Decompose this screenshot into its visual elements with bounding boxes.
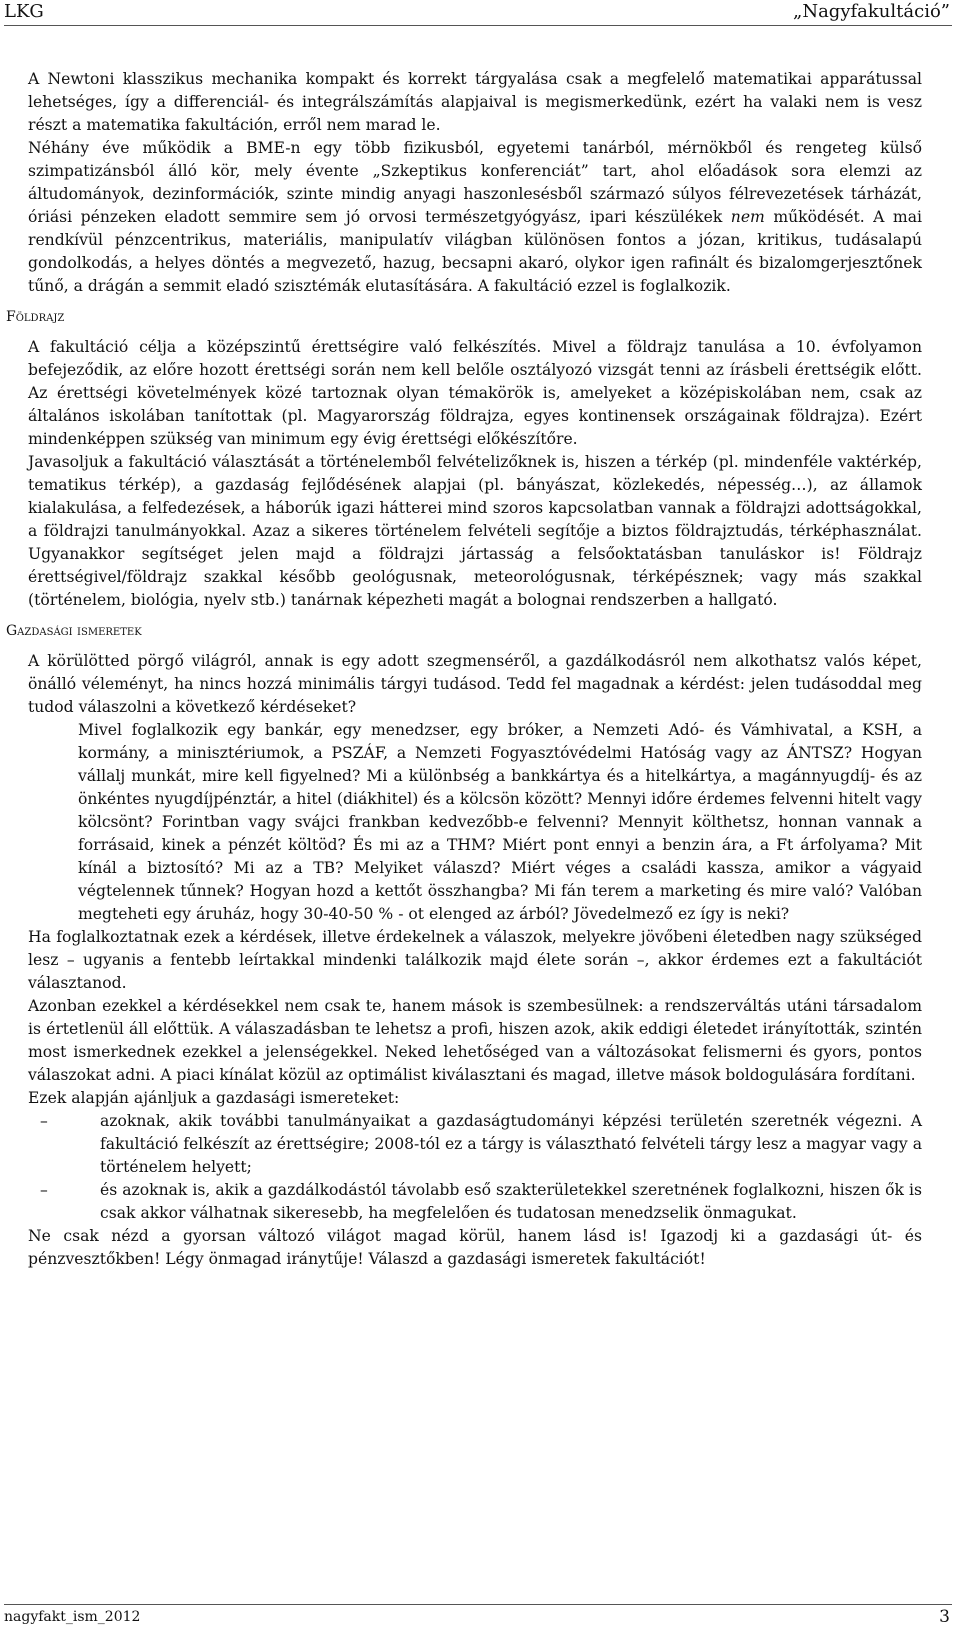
foldrajz-paragraph-1: A fakultáció célja a középszintű érettségire való felkészítés. Mivel a földrajz tanulása a 10. évfolyamon befejeződik, az előre hozott érettségi során nem kell belőle osztályozó vizsgát tenni az írásbeli érettségik előtt. Az érettségi követelmények közé tartoznak olyan témakörök is, amelyeket a középiskolában nem, csak az általános iskolában tanítottak (pl. Magyarország földrajza, egyes kontinensek országainak földrajza). Ezért mindenképpen szükség van minimum egy évig érettségi előkészítőre. — [28, 338, 922, 448]
page-number: 3 — [939, 1607, 950, 1627]
intro-paragraph-1: A Newtoni klasszikus mechanika kompakt és korrekt tárgyalása csak a megfelelő matematikai apparátussal lehetséges, így a differenciál- és integrálszámítás alapjaival is megismerkedünk, ezért ha valaki nem is vesz részt a matematika fakultáción, erről nem marad le. — [28, 70, 922, 134]
document-body — [6, 68, 922, 1271]
section-heading-gazdasagi: Gazdasági ismeretek — [6, 623, 142, 639]
list-item — [28, 1179, 922, 1225]
gazdasagi-questions: Mivel foglalkozik egy bankár, egy menedzser, egy bróker, a Nemzeti Adó- és Vámhivatal, a KSH, a kormány, a minisztériumok, a PSZÁF, a Nemzeti Fogyasztóvédelmi Hatóság vagy az ÁNTSZ? Hogyan vállalj munkát, mire kell figyelned? Mi a különbség a bankkártya és a hitelkártya, a magánnyugdíj- és az önkéntes nyugdíjpénztár, a hitel (diákhitel) és a kölcsön között? Mennyi időre érdemes felvenni hitelt vagy kölcsönt? Forintban vagy svájci frankban kedvezőbb-e felvenni? Mennyit költhetsz, honnan vannak a forrásaid, kinek a pénzét költöd? És mi az a THM? Miért pont ennyi a benzin ára, a Ft árfolyama? Mit kínál a biztosító? Mi az a TB? Melyiket válaszd? Miért véges a családi kassza, amikor a vágyaid végtelennek tűnnek? Hogyan hozd a kettőt összhangba? Mi fán terem a marketing és mire való? Valóban megteheti egy áruház, hogy 30-40-50 % - ot elenged az árból? Jövedelmező ez így is neki? — [78, 721, 922, 923]
section-heading-foldrajz: Földrajz — [6, 309, 65, 325]
page-footer — [4, 1604, 952, 1627]
list-item-text: azoknak, akik további tanulmányaikat a gazdaságtudományi képzési területén szeretnék végezni. A fakultáció felkészít az érettségire; 2008-tól ez a tárgy is választható felvételi tárgy lesz a magyar vagy a történelem helyett; — [100, 1112, 922, 1176]
gazdasagi-paragraph-4: Ezek alapján ajánljuk a gazdasági ismereteket: — [28, 1089, 400, 1107]
header-right-text: „Nagyfakultáció” — [793, 1, 950, 22]
page-header — [4, 0, 952, 26]
gazdasagi-paragraph-1: A körülötted pörgő világról, annak is egy adott szegmenséről, a gazdálkodásról nem alkothatsz valós képet, önálló véleményt, ha nincs hozzá minimális tárgyi tudásod. Tedd fel magadnak a kérdést: jelen tudásoddal meg tudod válaszolni a következő kérdéseket? — [28, 652, 922, 716]
gazdasagi-paragraph-5: Ne csak nézd a gyorsan változó világot magad körül, hanem lásd is! Igazodj ki a gazdasági út- és pénzvesztőkben! Légy önmagad iránytűje! Válaszd a gazdasági ismeretek fakultációt! — [28, 1227, 922, 1268]
intro-paragraph-2-text-a: Néhány éve működik a BME-n egy több fizikusból, egyetemi tanárból, mérnökből és rengeteg külső szimpatizánsból álló kör, mely évente „Szkeptikus konferenciát” tart, ahol előadások sora elemzi az áltudományok, dezinformációk, szinte mindig anyagi haszonlesésből származó súlyos félrevezetések tárházát, óriási pénzeken eladott semmire sem jó orvosi természetgyógyász, ipari készülékek — [28, 139, 922, 226]
foldrajz-paragraph-2: Javasoljuk a fakultáció választását a történelemből felvételizőknek is, hiszen a térkép (pl. mindenféle vaktérkép, tematikus térkép), a gazdaság fejlődésének alapjai (pl. bányászat, közlekedés, népesség…), az államok kialakulása, a felfedezések, a háborúk igazi hátterei mind szoros kapcsolatban vannak a földrajzi adottságokkal, a földrajzi tanulmányokkal. Azaz a sikeres történelem felvételi segítője a biztos földrajztudás, térképhasználat. Ugyanakkor segítséget jelen majd a földrajzi jártasság a felsőoktatásban tanuláskor is! Földrajz érettségivel/földrajz szakkal később geológusnak, meteorológusnak, térképésznek; vagy más szakkal (történelem, biológia, nyelv stb.) tanárnak képezheti magát a bolognai rendszerben a hallgató. — [28, 453, 922, 609]
list-dash: – — [40, 1112, 48, 1130]
header-left-text: LKG — [4, 1, 44, 22]
footer-filename: nagyfakt_ism_2012 — [4, 1609, 141, 1625]
gazdasagi-paragraph-2: Ha foglalkoztatnak ezek a kérdések, illetve érdekelnek a válaszok, melyekre jövőbeni életedben nagy szükséged lesz – ugyanis a fentebb leírtakkal mindenki találkozik majd élete során –, akkor érdemes ezt a fakultációt választanod. — [28, 928, 922, 992]
intro-paragraph-2-text-b: működését. A mai rendkívül pénzcentrikus, materiális, manipulatív világban különösen fontos a józan, kritikus, tudásalapú gondolkodás, a helyes döntés a megvezető, hazug, becsapni akaró, olykor igen rafinált és bizalomgerjesztőnek tűnő, a drágán a semmit eladó szisztémák elutasítására. A fakultáció ezzel is foglalkozik. — [28, 208, 922, 295]
list-item — [28, 1110, 922, 1179]
recommendation-list — [28, 1110, 922, 1225]
intro-paragraph-2 — [28, 137, 922, 298]
gazdasagi-paragraph-3: Azonban ezekkel a kérdésekkel nem csak te, hanem mások is szembesülnek: a rendszerváltás utáni társadalom is értetlenül áll előttük. A válaszadásban te lehetsz a profi, hiszen azok, akik eddigi életedet irányították, szintén most ismerkednek ezekkel a jelenségekkel. Neked lehetőséged van a változásokat felismerni és gyors, pontos válaszokat adni. A piaci kínálat közül az optimálist kiválasztani és magad, illetve mások boldogulására fordítani. — [28, 997, 922, 1084]
list-dash: – — [40, 1181, 48, 1199]
intro-paragraph-2-emphasis: nem — [730, 208, 765, 226]
list-item-text: és azoknak is, akik a gazdálkodástól távolabb eső szakterületekkel szeretnének foglalkozni, hiszen ők is csak akkor válhatnak sikeresebb, ha megfelelően és tudatosan menedzselik önmagukat. — [100, 1181, 922, 1222]
